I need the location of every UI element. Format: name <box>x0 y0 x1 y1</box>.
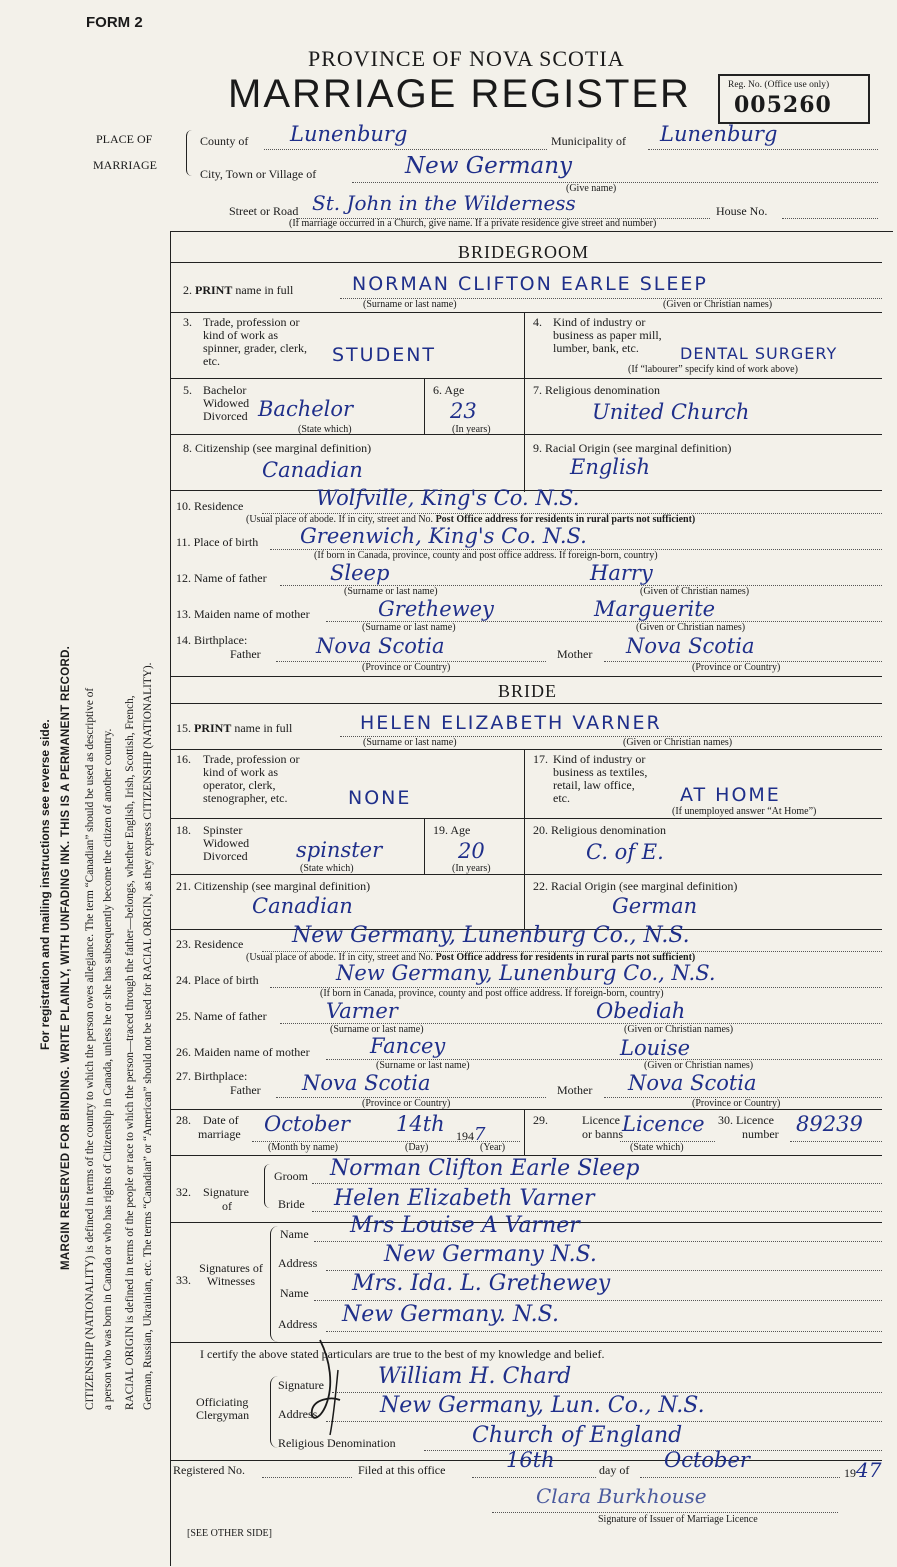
issuer-caption: Signature of Issuer of Marriage Licence <box>598 1514 758 1525</box>
clergy-denomination: Church of England <box>472 1423 683 1448</box>
bride-mother-birthplace: Nova Scotia <box>628 1071 757 1095</box>
groom-signature: Norman Clifton Earle Sleep <box>330 1156 640 1181</box>
father-surname-caption: (Surname or last name) <box>344 586 438 597</box>
groom-father-given: Harry <box>590 561 653 585</box>
bride-mother-given: Louise <box>620 1036 691 1060</box>
field-number: 10. <box>176 499 191 513</box>
county-label: County of <box>200 134 249 148</box>
province-title: PROVINCE OF NOVA SCOTIA <box>308 46 625 71</box>
groom-sig-label: Groom <box>274 1169 308 1183</box>
field-label: Religious denomination <box>551 823 666 837</box>
field-17-num: 17. <box>533 752 548 766</box>
column-rule <box>424 818 425 874</box>
field-label: Religious denomination <box>545 383 660 397</box>
house-label: House No. <box>716 204 768 218</box>
form-label: FORM 2 <box>86 14 143 31</box>
municipality-value: Lunenburg <box>660 122 778 146</box>
surname-caption: (Surname or last name) <box>363 737 457 748</box>
field-number: 7. <box>533 383 542 397</box>
given-caption: (Given or Christian names) <box>663 299 773 310</box>
field-28-label-a: Date of <box>203 1113 239 1127</box>
field-6-label <box>433 384 464 397</box>
field-18-num: 18. <box>176 823 191 837</box>
rule <box>170 874 882 875</box>
field-12-label <box>176 572 267 585</box>
field-17-label: Kind of industry or business as textiles, retail, law office, etc. <box>553 752 648 805</box>
father-given-caption: (Given or Christian names) <box>624 1024 734 1035</box>
groom-religion: United Church <box>592 400 750 424</box>
field-4-note: (If “labourer” specify kind of work above) <box>628 364 798 375</box>
margin-line-4: a person who was born in Canada or who has rights of Citizenship in Canada, unless he or she has subsequently become the citizen of another country. <box>102 728 114 1410</box>
field-label: name in full <box>235 283 294 297</box>
field-number: 21. <box>176 879 191 893</box>
church-note: (If marriage occurred in a Church, give name. If a private residence give street and number) <box>289 218 657 229</box>
field-19-label <box>433 824 470 837</box>
field-32-label-a: Signature <box>203 1185 249 1199</box>
rule <box>170 378 882 379</box>
mother-given-caption: (Given or Christian names) <box>636 622 746 633</box>
residence-caption-bold: Post Office address for residents in rural parts not sufficient) <box>435 952 696 963</box>
father-country-caption: (Province or Country) <box>362 662 451 673</box>
reg-number-box <box>718 74 870 124</box>
reg-number-label: Reg. No. (Office use only) <box>728 80 830 90</box>
state-which-caption: (State which) <box>300 863 354 874</box>
field-2-label <box>183 284 293 297</box>
field-number: 30. <box>718 1113 733 1127</box>
print-label: PRINT <box>194 721 232 735</box>
clergy-address-label: Address <box>278 1407 318 1421</box>
field-30-label-a <box>718 1114 774 1127</box>
licence-or-banns: Licence <box>622 1112 705 1136</box>
margin-line-1: For registration and mailing instructions see reverse side. <box>38 719 52 1050</box>
field-25-label <box>176 1010 267 1023</box>
field-label: name in full <box>234 721 293 735</box>
mother-country-caption: (Province or Country) <box>692 662 781 673</box>
municipality-label: Municipality of <box>551 134 626 148</box>
groom-marital-status: Bachelor <box>258 397 354 421</box>
house-line <box>782 218 878 219</box>
field-number: 26. <box>176 1045 191 1059</box>
father-country-caption: (Province or Country) <box>362 1098 451 1109</box>
see-other-side: [SEE OTHER SIDE] <box>187 1528 272 1539</box>
filed-day: 16th <box>506 1448 555 1472</box>
rule <box>170 676 882 677</box>
bride-racial-origin: German <box>612 894 698 918</box>
field-number: 12. <box>176 571 191 585</box>
filed-month-line <box>640 1477 840 1478</box>
in-years-caption: (In years) <box>452 863 491 874</box>
field-16-label: Trade, profession or kind of work as operator, clerk, stenographer, etc. <box>203 752 300 805</box>
field-14-father-label: Father <box>230 647 261 661</box>
year-suffix: 7 <box>474 1124 486 1145</box>
place-heading-b: MARRIAGE <box>93 158 158 172</box>
bride-signature: Helen Elizabeth Varner <box>334 1186 595 1211</box>
bride-industry: AT HOME <box>680 784 781 806</box>
birthplace-caption: (If born in Canada, province, county and post office address. If foreign-born, country) <box>314 550 658 561</box>
groom-father-birthplace: Nova Scotia <box>316 634 445 658</box>
field-number: 19. <box>433 823 448 837</box>
certify-statement: I certify the above stated particulars are true to the best of my knowledge and belief. <box>200 1347 605 1361</box>
bride-father-birthplace: Nova Scotia <box>302 1071 431 1095</box>
field-10-label <box>176 500 243 513</box>
field-20-label <box>533 824 666 837</box>
field-28-num: 28. <box>176 1113 191 1127</box>
rule <box>170 312 882 313</box>
year-prefix: 19 <box>844 1466 856 1480</box>
state-which-caption: (State which) <box>630 1142 684 1153</box>
field-label: Licence <box>736 1113 774 1127</box>
field-27-father-label: Father <box>230 1083 261 1097</box>
birthplace-caption: (If born in Canada, province, county and post office address. If foreign-born, country) <box>320 988 664 999</box>
field-15-label <box>176 722 292 735</box>
bride-age: 20 <box>458 839 485 863</box>
field-18-label: Spinster Widowed Divorced <box>203 823 250 863</box>
field-33-num: 33. <box>176 1273 191 1287</box>
field-number: 2. <box>183 283 192 297</box>
field-number: 11. <box>176 535 191 549</box>
surname-caption: (Surname or last name) <box>363 299 457 310</box>
year-prefix: 194 <box>456 1129 474 1143</box>
field-21-label <box>176 880 370 893</box>
field-number: 20. <box>533 823 548 837</box>
year-caption: (Year) <box>480 1142 506 1153</box>
witness2-name: Mrs. Ida. L. Grethewey <box>352 1271 611 1296</box>
year-suffix: 47 <box>856 1458 882 1482</box>
field-3-num: 3. <box>183 315 192 329</box>
clergy-address-line <box>326 1421 882 1422</box>
field-30-line <box>790 1141 882 1142</box>
witness2-address-label: Address <box>278 1317 318 1331</box>
bride-sig-line <box>312 1211 882 1212</box>
rule <box>170 1109 882 1110</box>
rule <box>170 1342 882 1343</box>
clergy-denomination-line <box>424 1450 882 1451</box>
field-number: 25. <box>176 1009 191 1023</box>
licence-number: 89239 <box>796 1112 863 1136</box>
residence-caption-bold: Post Office address for residents in rural parts not sufficient) <box>435 514 696 525</box>
county-value: Lunenburg <box>290 122 408 146</box>
signature-brace <box>264 1164 273 1208</box>
witness2-name-label: Name <box>280 1286 309 1300</box>
bride-religion: C. of E. <box>586 840 664 864</box>
field-16-num: 16. <box>176 752 191 766</box>
rule <box>170 818 882 819</box>
margin-line-3: CITIZENSHIP (NATIONALITY) is defined in terms of the country to which the person owes allegiance. The term “Canadian” should be used as descriptive of <box>84 687 96 1410</box>
groom-residence: Wolfville, King's Co. N.S. <box>316 486 580 510</box>
field-number: 14. <box>176 633 191 647</box>
column-rule <box>524 749 525 929</box>
rule <box>170 703 882 704</box>
field-5-num: 5. <box>183 383 192 397</box>
field-label: Birthplace: <box>194 1069 248 1083</box>
clergy-signature-label: Signature <box>278 1378 324 1392</box>
filed-label: Filed at this office <box>358 1463 446 1477</box>
mother-surname-caption: (Surname or last name) <box>362 622 456 633</box>
filed-year <box>844 1458 882 1482</box>
field-number: 6. <box>433 383 442 397</box>
field-number: 15. <box>176 721 191 735</box>
field-label: Maiden name of mother <box>194 607 310 621</box>
groom-mother-given: Marguerite <box>594 597 716 621</box>
field-number: 13. <box>176 607 191 621</box>
field-8-label <box>183 442 371 455</box>
field-label: Place of birth <box>193 535 259 549</box>
groom-sig-line <box>312 1183 882 1184</box>
field-14-mother-label: Mother <box>557 647 593 661</box>
column-rule <box>524 312 525 492</box>
marriage-year <box>456 1124 486 1145</box>
registered-label: Registered No. <box>173 1463 245 1477</box>
field-29-label-a: Licence <box>582 1113 620 1127</box>
field-29-num: 29. <box>533 1113 548 1127</box>
field-number: 23. <box>176 937 191 951</box>
field-label: Birthplace: <box>194 633 248 647</box>
bride-residence: New Germany, Lunenburg Co., N.S. <box>292 923 690 948</box>
field-33-label: Signatures of Witnesses <box>199 1261 263 1288</box>
field-32-label-b: of <box>222 1199 232 1213</box>
issuer-signature: Clara Burkhouse <box>536 1484 707 1508</box>
field-4-num: 4. <box>533 315 542 329</box>
state-which-caption: (State which) <box>298 424 352 435</box>
bride-occupation: NONE <box>348 787 412 809</box>
bride-heading: BRIDE <box>498 681 557 701</box>
field-22-label <box>533 880 737 893</box>
bridegroom-heading: BRIDEGROOM <box>458 242 590 262</box>
groom-occupation: STUDENT <box>332 344 437 366</box>
field-label: Age <box>450 823 471 837</box>
reg-number: 005260 <box>734 92 832 118</box>
bride-marital-status: spinster <box>296 838 383 862</box>
field-label: Residence <box>194 937 244 951</box>
bride-father-surname: Varner <box>326 999 398 1023</box>
filed-day-line <box>472 1477 596 1478</box>
field-17-note: (If unemployed answer “At Home”) <box>672 806 817 817</box>
margin-line-2: MARGIN RESERVED FOR BINDING. WRITE PLAINLY, WITH UNFADING INK. THIS IS A PERMANENT RECORD. <box>60 645 72 1270</box>
marriage-month: October <box>264 1112 350 1136</box>
margin-line-5: RACIAL ORIGIN is defined in terms of the people or race to which the person—traced through the father—belongs, whether English, Irish, Scottish, French, <box>124 695 136 1410</box>
print-label: PRINT <box>195 283 233 297</box>
mother-surname-caption: (Surname or last name) <box>376 1060 470 1071</box>
street-label: Street or Road <box>229 204 299 218</box>
rule <box>170 749 882 750</box>
field-number: 22. <box>533 879 548 893</box>
city-value: New Germany <box>405 153 573 179</box>
field-label: Name of father <box>194 1009 267 1023</box>
field-label: Residence <box>194 499 244 513</box>
witness1-address: New Germany N.S. <box>384 1242 597 1267</box>
clergy-denomination-label: Religious Denomination <box>278 1436 396 1450</box>
municipality-line <box>648 149 878 150</box>
place-heading-a: PLACE OF <box>96 132 153 146</box>
field-number: 9. <box>533 441 542 455</box>
field-label: Place of birth <box>194 973 259 987</box>
field-7-label <box>533 384 660 397</box>
field-29-label-b: or banns <box>582 1127 623 1141</box>
field-label: Citizenship (see marginal definition) <box>194 879 371 893</box>
groom-racial-origin: English <box>570 455 651 479</box>
groom-industry: DENTAL SURGERY <box>680 344 838 363</box>
field-label: Age <box>444 383 465 397</box>
bride-citizenship: Canadian <box>252 894 353 918</box>
groom-father-surname: Sleep <box>330 561 390 585</box>
father-surname-caption: (Surname or last name) <box>330 1024 424 1035</box>
field-11-label <box>176 536 258 549</box>
document-title: MARRIAGE REGISTER <box>228 72 691 116</box>
witness2-address-line <box>326 1331 882 1332</box>
field-label: Racial Origin (see marginal definition) <box>545 441 732 455</box>
groom-birthplace: Greenwich, King's Co. N.S. <box>300 524 587 548</box>
groom-name: NORMAN CLIFTON EARLE SLEEP <box>352 273 708 295</box>
field-32-num: 32. <box>176 1185 191 1199</box>
field-label: Name of father <box>194 571 267 585</box>
field-26-label <box>176 1046 310 1059</box>
bride-father-given: Obediah <box>596 999 686 1023</box>
field-27-label <box>176 1070 247 1083</box>
witness1-address-label: Address <box>278 1256 318 1270</box>
groom-mother-birthplace: Nova Scotia <box>626 634 755 658</box>
column-rule <box>524 1109 525 1155</box>
column-rule <box>424 378 425 434</box>
groom-age: 23 <box>450 399 477 423</box>
month-caption: (Month by name) <box>268 1142 338 1153</box>
field-27-mother-label: Mother <box>557 1083 593 1097</box>
field-9-label <box>533 442 731 455</box>
rule <box>170 434 882 435</box>
marriage-day: 14th <box>396 1112 445 1136</box>
field-label: Citizenship (see marginal definition) <box>195 441 372 455</box>
groom-mother-surname: Grethewey <box>378 597 494 621</box>
day-caption: (Day) <box>405 1142 429 1153</box>
mother-given-caption: (Given or Christian names) <box>644 1060 754 1071</box>
give-name-caption: (Give name) <box>566 183 617 194</box>
groom-citizenship: Canadian <box>262 458 363 482</box>
field-28-label-b: marriage <box>198 1127 241 1141</box>
field-23-label <box>176 938 243 951</box>
field-5-label: Bachelor Widowed Divorced <box>203 383 250 423</box>
place-brace <box>186 130 195 176</box>
city-label: City, Town or Village of <box>200 167 317 181</box>
clergy-signature: William H. Chard <box>378 1364 572 1389</box>
field-4-label: Kind of industry or business as paper mill, lumber, bank, etc. <box>553 315 662 355</box>
field-13-label <box>176 608 310 621</box>
filed-month: October <box>664 1448 750 1472</box>
clergy-address: New Germany, Lun. Co., N.S. <box>380 1393 705 1418</box>
bride-birthplace: New Germany, Lunenburg Co., N.S. <box>336 961 716 985</box>
field-label: Racial Origin (see marginal definition) <box>551 879 738 893</box>
residence-caption-text: (Usual place of abode. If in city, street and No. <box>246 952 434 963</box>
field-number: 24. <box>176 973 191 987</box>
field-24-label <box>176 974 259 987</box>
witness1-name: Mrs Louise A Varner <box>350 1213 580 1238</box>
witness2-address: New Germany. N.S. <box>342 1302 559 1327</box>
bride-name: HELEN ELIZABETH VARNER <box>360 712 662 734</box>
issuer-line <box>492 1512 838 1513</box>
county-line <box>264 149 547 150</box>
mother-country-caption: (Province or Country) <box>692 1098 781 1109</box>
bride-sig-label: Bride <box>278 1197 305 1211</box>
in-years-caption: (In years) <box>452 424 491 435</box>
registered-line <box>262 1477 352 1478</box>
witness1-name-label: Name <box>280 1227 309 1241</box>
field-number: 27. <box>176 1069 191 1083</box>
bride-mother-surname: Fancey <box>370 1034 446 1058</box>
field-number: 8. <box>183 441 192 455</box>
residence-caption-text: (Usual place of abode. If in city, street and No. <box>246 514 434 525</box>
given-caption: (Given or Christian names) <box>623 737 733 748</box>
margin-line-6: German, Russian, Ukrainian, etc. The terms “Canadian” or “American” should not be used for RACIAL ORIGIN, as they express CITIZENSHIP (NATIONALITY). <box>142 662 154 1410</box>
day-of-label: day of <box>599 1463 630 1477</box>
field-14-label <box>176 634 247 647</box>
field-30-label-b: number <box>742 1127 779 1141</box>
field-label: Maiden name of mother <box>194 1045 310 1059</box>
witness2-name-line <box>314 1300 882 1301</box>
father-given-caption: (Given of Christian names) <box>640 586 750 597</box>
field-3-label: Trade, profession or kind of work as spinner, grader, clerk, etc. <box>203 315 307 368</box>
street-value: St. John in the Wilderness <box>312 191 576 215</box>
signature-flourish <box>300 1330 360 1440</box>
clergy-label: Officiating Clergyman <box>196 1395 250 1422</box>
